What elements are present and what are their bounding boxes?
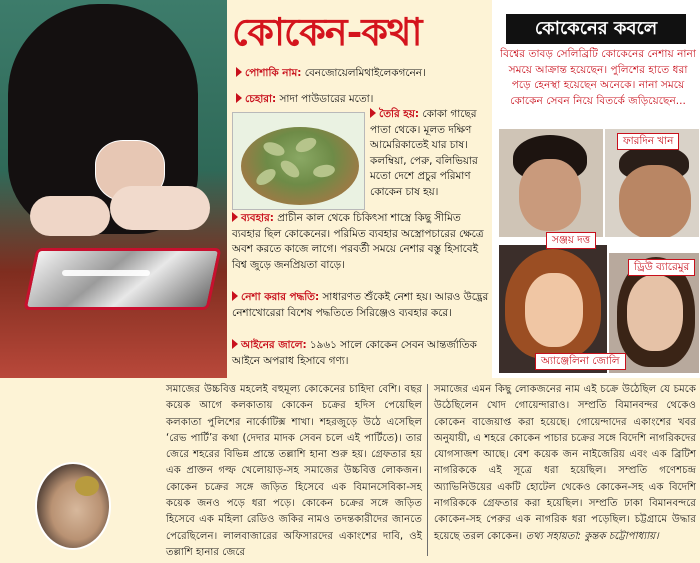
fact-label: পোশাকি নাম: bbox=[245, 67, 302, 79]
woman-snorting-photo bbox=[0, 0, 232, 378]
fardeen-khan-photo bbox=[498, 128, 604, 238]
fact-text: বেনজোয়েলমিথাইলেকগনেন। bbox=[301, 67, 426, 79]
skin-shape bbox=[525, 273, 583, 347]
skin-shape bbox=[627, 275, 683, 351]
coca-leaves-photo bbox=[232, 112, 365, 210]
bullet-arrow-icon bbox=[236, 67, 242, 77]
fact-appearance bbox=[236, 92, 488, 108]
fact-label: ব্যবহার: bbox=[241, 212, 274, 224]
headline-part1: কোকেন bbox=[232, 9, 347, 54]
fact-law bbox=[232, 338, 490, 369]
bullet-arrow-icon bbox=[370, 108, 376, 118]
fact-text: ১৯৬১ সালে কোকেন সেবন আন্তর্জাতিক আইনে অপরাধ হিসাবে গণ্য। bbox=[232, 339, 477, 367]
fact-label: তৈরি হয়: bbox=[379, 108, 420, 120]
bullet-arrow-icon bbox=[232, 212, 238, 222]
caption-drew-barrymore: ড্রিউ ব্যারেমুর bbox=[628, 259, 695, 276]
caption-angelina-jolie: অ্যাঞ্জেলিনা জোলি bbox=[535, 353, 626, 370]
skin-shape bbox=[519, 159, 581, 231]
photo-powder-line bbox=[62, 270, 150, 276]
fact-text: সাদা পাউডারের মতো। bbox=[276, 93, 374, 105]
photo-mirror bbox=[23, 248, 221, 310]
fact-text: প্রাচীন কাল থেকে চিকিৎসা শাস্ত্রে কিছু সীমিত ব্যবহার ছিল কোকেনের। পরিমিত ব্যবহার অস্ত্রোপচারের ক্ষেত্রে অবশ করতে কাজে লাগে। পরবর্তী সময়ে নেশার বস্তু হিসাবেই বিশ্ব জুড়ে জনপ্রিয়তা বাড়ে। bbox=[232, 212, 484, 271]
fact-usage bbox=[232, 211, 490, 273]
fact-official-name bbox=[236, 66, 488, 82]
celebs-title: কোকেনের কবলে bbox=[506, 14, 686, 44]
headline bbox=[232, 2, 488, 62]
column-divider bbox=[427, 384, 428, 556]
fact-text: কোকা গাছের পাতা থেকে। মূলত দক্ষিণ আমেরিকাতেই যার চাষ। কলম্বিয়া, পেরু, বলিভিয়ার মতো দেশে প্রচুর পরিমাণ কোকেন চাষ হয়। bbox=[370, 108, 478, 198]
article-right-text: সমাজের এমন কিছু লোকজনের নাম এই চক্রে উঠেছিল যে চমকে উঠেছিলেন খোদ গোয়েন্দারাও। সম্প্রতি বিমানবন্দর থেকেও কোকেন বাজেয়াপ্ত করা হয়েছে। গোয়েন্দাদের একাংশের খবর অনুযায়ী, এ শহরে কোকেন পাচার চক্রের সঙ্গে বিদেশি নাগরিকদের যোগসাজশ আছে। বেশ কয়েক জন নাইজেরিয় এবং এক ব্রিটিশ নাগরিককে এই সূত্রে ধরা হয়েছিল। সম্প্রতি গণেশচন্দ্র অ্যাভিনিউয়ের একটি হোটেল থেকেও কোকেন-সহ এক বিদেশি নাগরিককে গ্রেফতার করা হয়েছিল। সম্প্রতি ঢাকা বিমানবন্দরে কোকেন-সহ পেরুর এক নাগরিক ধরা পড়েছিল। চট্টগ্রামে উদ্ধার হয়েছে তরল কোকেন। bbox=[434, 384, 696, 542]
headline-dash: - bbox=[346, 9, 362, 54]
headline-part2: কথা bbox=[361, 9, 422, 54]
article-credit: তথ্য সহায়তা: কুন্তক চট্টোপাধ্যায়। bbox=[525, 530, 659, 542]
fact-method bbox=[232, 290, 490, 321]
bullet-arrow-icon bbox=[232, 291, 238, 301]
fact-made-from bbox=[370, 107, 490, 200]
pill-hand-photo bbox=[35, 462, 111, 550]
caption-sanjay-dutt: সঞ্জয় দত্ত bbox=[546, 232, 596, 249]
article-left-column: সমাজের উচ্চবিত্ত মহলেই বহুমূল্য কোকেনের চাহিদা বেশি। বছর কয়েক আগে কলকাতায় কোকেন চক্রের হদিস পেয়েছিল কলকাতা পুলিশের নার্কোটিক্স শাখা। শহরজুড়ে উঠে এসেছিল ‘রেভ পার্টি’র কথা (দেদার মাদক সেবন চলে এই পার্টিতে)। তার জেরে শহরের বিভিন্ন প্রান্তে তল্লাশি হানা শুরু হয়। গ্রেফতার হয় এক প্রাক্তন গল্ফ খেলোয়াড়-সহ সমাজের উচ্চবিত্ত লোকজন। কোকেন চক্রের সঙ্গে জড়িত হিসেবে এক বিমানসেবিকা-সহ কয়েক জনও পড়ে ধরা পড়ে। কোকেন চক্রের সঙ্গে জড়িত হিসেবে এক মহিলা রেডিও জকির নামও তদন্তকারীদের জানতে পেরেছিলেন। লালবাজারের অফিসারদের একাংশের দাবি, ওই তল্লাশি হানার জেরে bbox=[166, 384, 422, 558]
basket-shape bbox=[241, 127, 359, 205]
skin-shape bbox=[619, 165, 691, 238]
fact-label: নেশা করার পদ্ধতি: bbox=[241, 291, 320, 303]
bullet-arrow-icon bbox=[236, 93, 242, 103]
fact-text: সাধারণত শুঁকেই নেশা হয়। আরও উদ্ভ্রের নেশাখোরেরা বিশেষ পদ্ধতিতে সিরিঞ্জেও ব্যবহার করে। bbox=[232, 291, 489, 319]
pill-shape bbox=[75, 476, 99, 496]
fact-label: আইনের জালে: bbox=[241, 339, 307, 351]
caption-fardeen-khan: ফারদিন খান bbox=[617, 133, 679, 150]
celebs-intro: বিশ্বের তাবড় সেলিব্রিটি কোকেনের নেশায় নানা সময়ে আক্রান্ত হয়েছেন। পুলিশের হাতে ধরা পড়ে হেনস্থা হয়েছেন অনেকে। নানা সময়ে কোকেন সেবন নিয়ে বিতর্কে জড়িয়েছেন... bbox=[500, 48, 696, 107]
fact-label: চেহারা: bbox=[245, 93, 277, 105]
bullet-arrow-icon bbox=[232, 339, 238, 349]
photo-hand-right bbox=[110, 186, 210, 230]
photo-hand-left bbox=[30, 196, 110, 236]
article-right-column bbox=[434, 382, 696, 545]
